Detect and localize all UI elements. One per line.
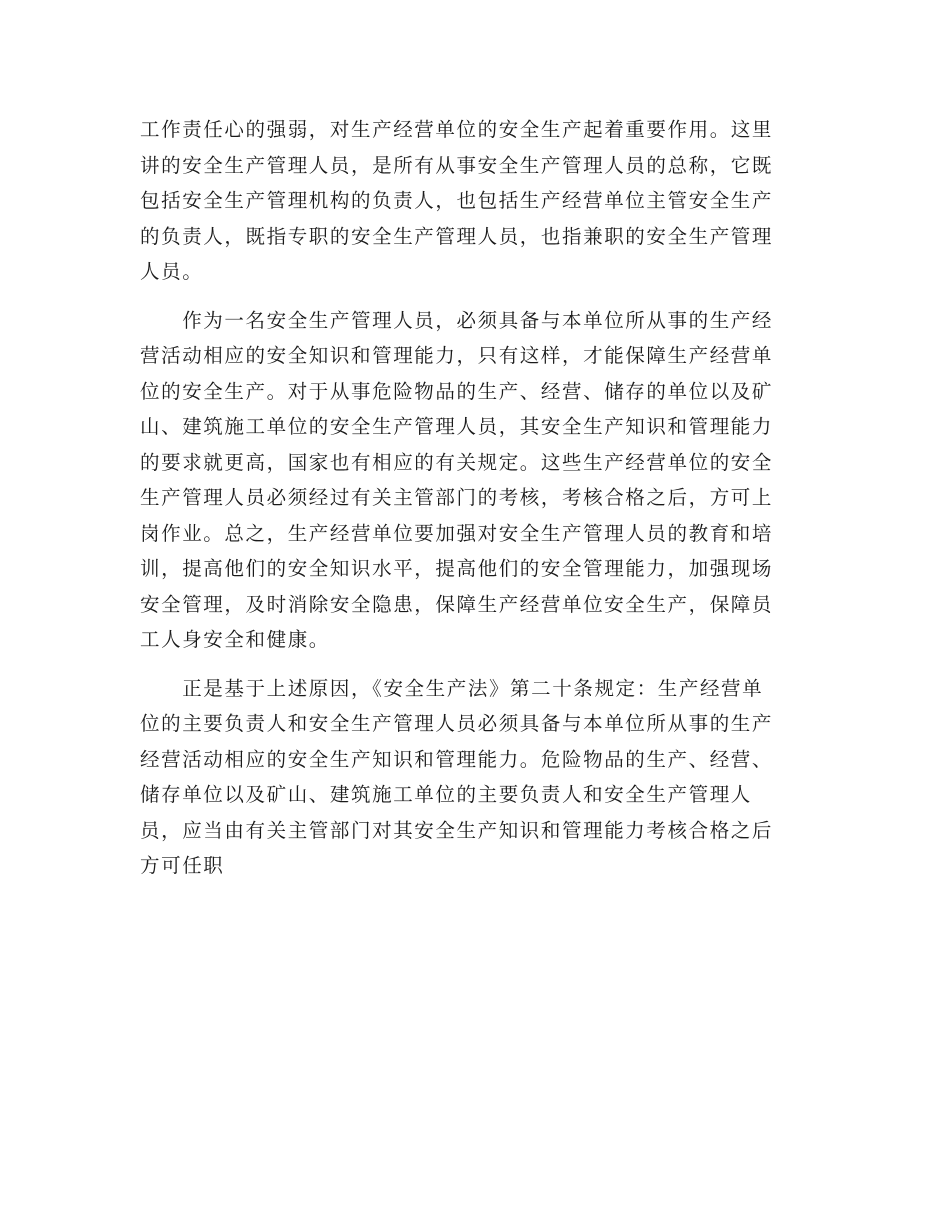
text-line: 正是基于上述原因，《安全生产法》第二十条规定：生产经营单 xyxy=(140,676,764,700)
paragraph-1 xyxy=(140,112,795,290)
text-line: 岗作业。总之，生产经营单位要加强对安全生产管理人员的教育和培 xyxy=(140,521,774,545)
text-line: 工作责任心的强弱，对生产经营单位的安全生产起着重要作用。这里 xyxy=(140,118,774,141)
text-line: 包括安全生产管理机构的负责人，也包括生产经营单位主管安全生产 xyxy=(140,189,774,212)
text-line: 人员。 xyxy=(140,260,204,283)
paragraph-3 xyxy=(140,671,795,884)
text-line: 讲的安全生产管理人员，是所有从事安全生产管理人员的总称，它既 xyxy=(140,153,774,177)
document-body xyxy=(140,112,795,897)
text-line: 位的安全生产。对于从事危险物品的生产、经营、储存的单位以及矿 xyxy=(140,379,774,403)
text-line: 员，应当由有关主管部门对其安全生产知识和管理能力考核合格之后 xyxy=(140,818,774,842)
text-line: 方可任职 xyxy=(140,854,225,877)
text-line: 经营活动相应的安全生产知识和管理能力。危险物品的生产、经营、 xyxy=(140,747,774,771)
text-line: 工人身安全和健康。 xyxy=(140,628,330,651)
text-line: 安全管理，及时消除安全隐患，保障生产经营单位安全生产，保障员 xyxy=(140,592,774,616)
text-line: 作为一名安全生产管理人员，必须具备与本单位所从事的生产经 xyxy=(140,308,774,332)
text-line: 的负责人，既指专职的安全生产管理人员，也指兼职的安全生产管理 xyxy=(140,224,774,248)
text-line: 的要求就更高，国家也有相应的有关规定。这些生产经营单位的安全 xyxy=(140,450,774,474)
text-line: 营活动相应的安全知识和管理能力，只有这样，才能保障生产经营单 xyxy=(140,344,774,367)
text-line: 训，提高他们的安全知识水平，提高他们的安全管理能力，加强现场 xyxy=(140,557,774,580)
text-line: 位的主要负责人和安全生产管理人员必须具备与本单位所从事的生产 xyxy=(140,712,774,735)
paragraph-2 xyxy=(140,303,795,658)
text-line: 生产管理人员必须经过有关主管部门的考核，考核合格之后，方可上 xyxy=(140,486,774,509)
text-line: 山、建筑施工单位的安全生产管理人员，其安全生产知识和管理能力 xyxy=(140,415,774,438)
text-line: 储存单位以及矿山、建筑施工单位的主要负责人和安全生产管理人 xyxy=(140,783,752,806)
